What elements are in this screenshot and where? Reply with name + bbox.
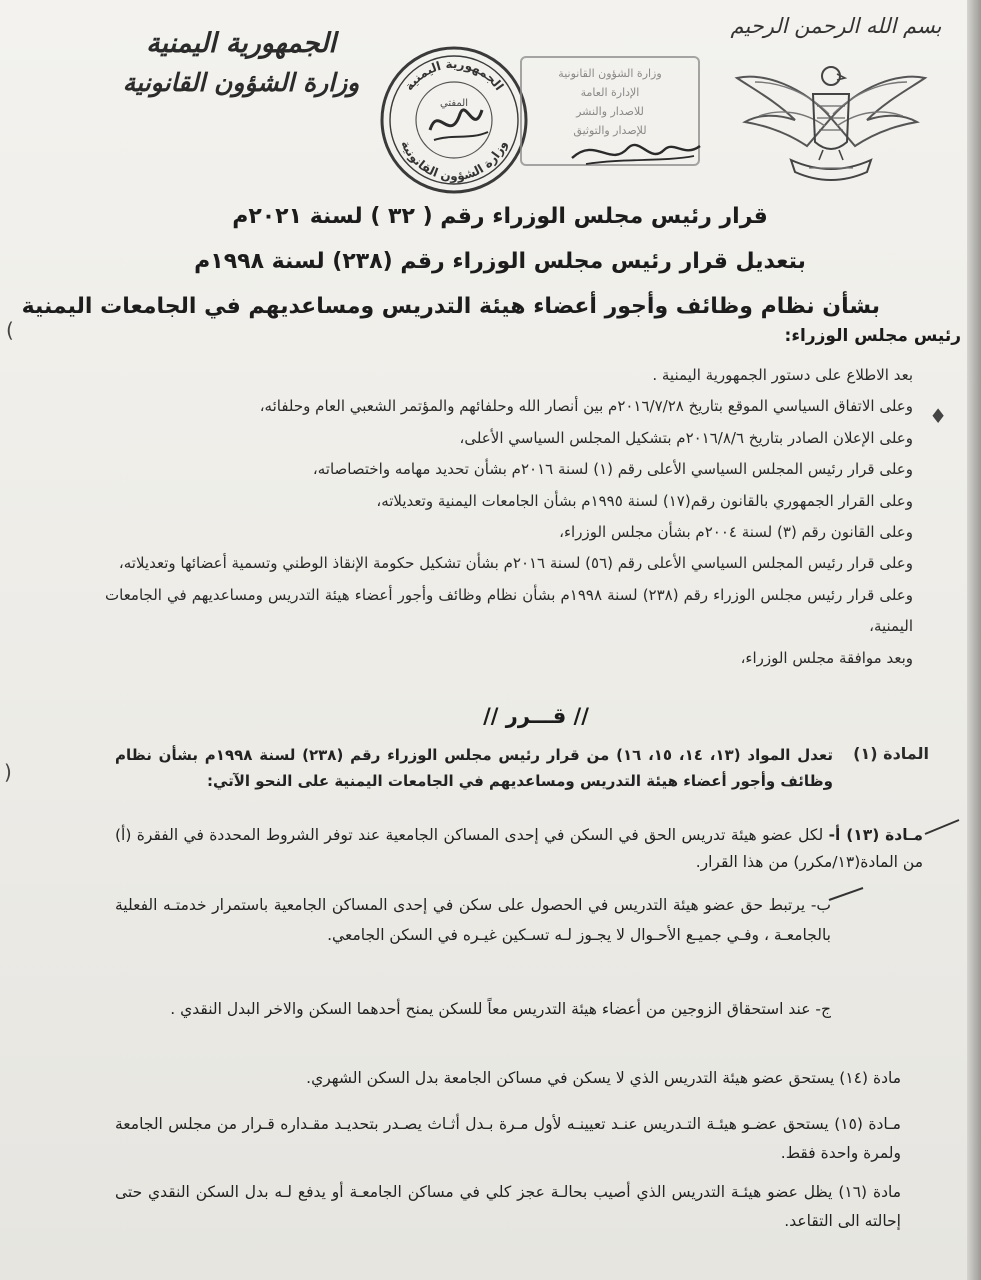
- eagle-emblem-icon: [733, 56, 929, 188]
- country-name: الجمهورية اليمنية: [146, 28, 336, 59]
- article-13-clause-b: ب- يرتبط حق عضو هيئة التدريس في الحصول على سكن في إحدى المساكن الجامعية باستمرار خدمتـه الفعلية بالجامعـة ، وفـي جميـع الأحـوال لا يجـوز لـه تسـكين غيـره في السكن الجامعي.: [115, 896, 831, 944]
- preamble-line: وعلى الإعلان الصادر بتاريخ ٢٠١٦/٨/٦م بتشكيل المجلس السياسي الأعلى،: [459, 428, 913, 447]
- decision-heading: // قـــرر //: [483, 704, 589, 728]
- preamble-line: وعلى قرار رئيس مجلس الوزراء رقم (٢٣٨) لسنة ١٩٩٨م بشأن نظام وظائف وأجور أعضاء هيئة التدريس ومساعديهم في الجامعات اليمنية،: [105, 585, 913, 636]
- margin-mark: ♦: [929, 404, 947, 428]
- article-13-lead: مـادة (١٣) أ-: [828, 826, 923, 844]
- decree-subtitle: بتعديل قرار رئيس مجلس الوزراء رقم (٢٣٨) لسنة ١٩٩٨م: [194, 249, 806, 274]
- basmala: بسم الله الرحمن الرحيم: [730, 14, 942, 38]
- ministry-letterhead: [106, 24, 376, 102]
- preamble-line: وعلى القرار الجمهوري بالقانون رقم(١٧) لسنة ١٩٩٥م بشأن الجامعات اليمنية وتعديلاته،: [376, 491, 913, 510]
- article-13: [115, 822, 923, 876]
- svg-text:وزارة الشؤون القانونية: [398, 138, 510, 184]
- preamble: [105, 360, 913, 674]
- article-15: مـادة (١٥) يستحق عضـو هيئـة التـدريس عنـد تعيينـه لأول مـرة بـدل أثـاث يصـدر بتحديـد مقـداره قـرار من مجلس الجامعة ولمرة واحدة فقط.: [115, 1115, 901, 1162]
- preamble-line: وعلى القانون رقم (٣) لسنة ٢٠٠٤م بشأن مجلس الوزراء،: [559, 523, 913, 542]
- pen-tick-icon: [825, 884, 865, 906]
- article-13-text: لكل عضو هيئة تدريس الحق في السكن في إحدى المساكن الجامعية عند توفر الشروط المحددة في الفقرة (أ) من المادة(١٣/مكرر) من هذا القرار.: [115, 826, 923, 871]
- seal-center-text: المفتي: [439, 98, 469, 109]
- preamble-line: وعلى الاتفاق السياسي الموقع بتاريخ ٢٠١٦/٧/٢٨م بين أنصار الله وحلفائهم والمؤتمر الشعبي العام وحلفائه،: [259, 397, 913, 416]
- handwritten-signature-icon: [566, 128, 706, 170]
- stamp-line: الإدارة العامة: [580, 86, 640, 99]
- article-14: مادة (١٤) يستحق عضو هيئة التدريس الذي لا يسكن في مساكن الجامعة بدل السكن الشهري.: [306, 1069, 901, 1087]
- decree-title: قرار رئيس مجلس الوزراء رقم ( ٣٢ ) لسنة ٢٠٢١م: [232, 204, 768, 229]
- decree-subject: بشأن نظام وظائف وأجور أعضاء هيئة التدريس ومساعديهم في الجامعات اليمنية: [21, 294, 880, 319]
- official-seal-icon: [378, 44, 530, 196]
- preamble-line: وبعد موافقة مجلس الوزراء،: [740, 648, 913, 667]
- ministry-name: وزارة الشؤون القانونية: [122, 68, 360, 97]
- article-1-label: المادة (١): [853, 744, 929, 763]
- seal-bottom-text: وزارة الشؤون القانونية: [398, 138, 510, 184]
- preamble-line: وعلى قرار رئيس المجلس السياسي الأعلى رقم (١) لسنة ٢٠١٦م بشأن تحديد مهامه واختصاصاته،: [312, 460, 913, 479]
- article-1-text: تعدل المواد (١٣، ١٤، ١٥، ١٦) من قرار رئيس مجلس الوزراء رقم (٢٣٨) لسنة ١٩٩٨م بشأن نظام وظائف وأجور أعضاء هيئة التدريس ومساعديهم في الجامعات اليمنية على النحو الآتي:: [115, 746, 834, 790]
- stamp-line: للإصدار والتوثيق: [573, 124, 647, 137]
- pen-tick-icon: [921, 816, 961, 840]
- stamp-line: وزارة الشؤون القانونية: [558, 67, 662, 80]
- article-13-clause-j: ج- عند استحقاق الزوجين من أعضاء هيئة التدريس معاً للسكن يمنح أحدهما السكن والاخر البدل النقدي .: [170, 1000, 831, 1018]
- page-edge-shadow: [967, 0, 981, 1280]
- addressee-heading: رئيس مجلس الوزراء:: [784, 326, 961, 346]
- margin-mark: ): [6, 318, 14, 342]
- decree-titles: [21, 194, 880, 329]
- margin-mark: (: [4, 760, 12, 784]
- svg-text:الجمهورية اليمنية: [402, 57, 507, 93]
- preamble-line: بعد الاطلاع على دستور الجمهورية اليمنية .: [652, 366, 913, 384]
- preamble-line: وعلى قرار رئيس المجلس السياسي الأعلى رقم (٥٦) لسنة ٢٠١٦م بشأن تشكيل حكومة الإنقاذ الوطني وتسمية أعضائها وتعديلاته،: [118, 554, 913, 573]
- article-16: مادة (١٦) يظل عضو هيئـة التدريس الذي أصيب بحالـة عجز كلي في مساكن الجامعـة أو يدفع لـه بدل السكن النقدي حتى إحالته الى التقاعد.: [115, 1183, 901, 1230]
- stamp-line: للاصدار والنشر: [576, 105, 644, 118]
- seal-top-text: الجمهورية اليمنية: [401, 56, 507, 94]
